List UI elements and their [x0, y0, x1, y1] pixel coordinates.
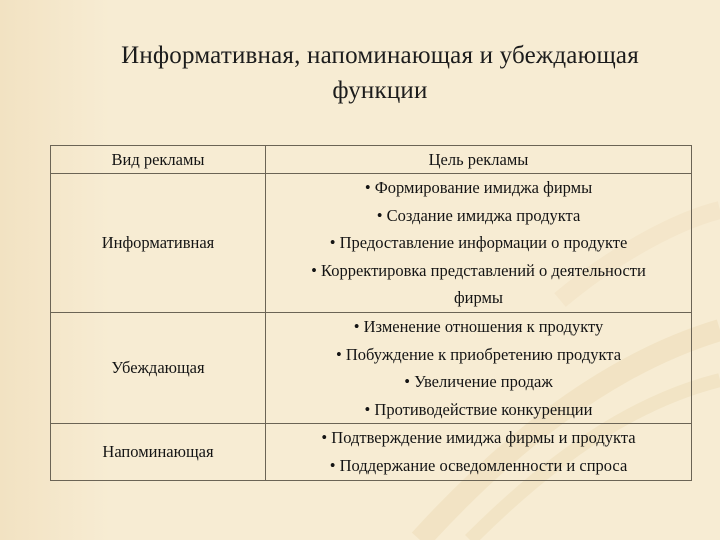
table-header-row: [51, 146, 692, 174]
goal-item: • Корректировка представлений о деятельности: [311, 260, 646, 280]
slide-title: [60, 38, 700, 108]
goal-item: • Формирование имиджа фирмы: [364, 178, 593, 197]
advertising-types-table: [50, 145, 692, 481]
table-row: [51, 174, 692, 313]
ad-type-reminder: Напоминающая: [51, 424, 266, 480]
goal-item: • Создание имиджа продукта: [376, 205, 581, 225]
ad-goals-persuasive: [266, 312, 692, 423]
title-line-1: Информативная, напоминающая и убеждающая: [121, 42, 639, 69]
goal-item: • Предоставление информации о продукте: [329, 233, 628, 253]
goal-item: • Побуждение к приобретению продукта: [335, 344, 622, 364]
goal-item: • Подтверждение имиджа фирмы и продукта: [321, 428, 636, 448]
ad-type-informative: Информативная: [51, 174, 266, 313]
goal-item: • Противодействие конкуренции: [364, 399, 593, 419]
table-row: [51, 424, 692, 480]
goal-item: фирмы: [453, 288, 504, 308]
ad-goals-informative: [266, 174, 692, 313]
table-row: [51, 312, 692, 423]
ad-goals-reminder: [266, 424, 692, 480]
goal-item: • Поддержание осведомленности и спроса: [329, 455, 628, 475]
title-line-2: функции: [332, 77, 428, 104]
header-ad-goal: Цель рекламы: [266, 146, 692, 174]
goal-item: • Изменение отношения к продукту: [353, 316, 604, 336]
header-ad-type: Вид рекламы: [51, 146, 266, 174]
goal-item: • Увеличение продаж: [404, 372, 553, 392]
ad-type-persuasive: Убеждающая: [51, 312, 266, 423]
